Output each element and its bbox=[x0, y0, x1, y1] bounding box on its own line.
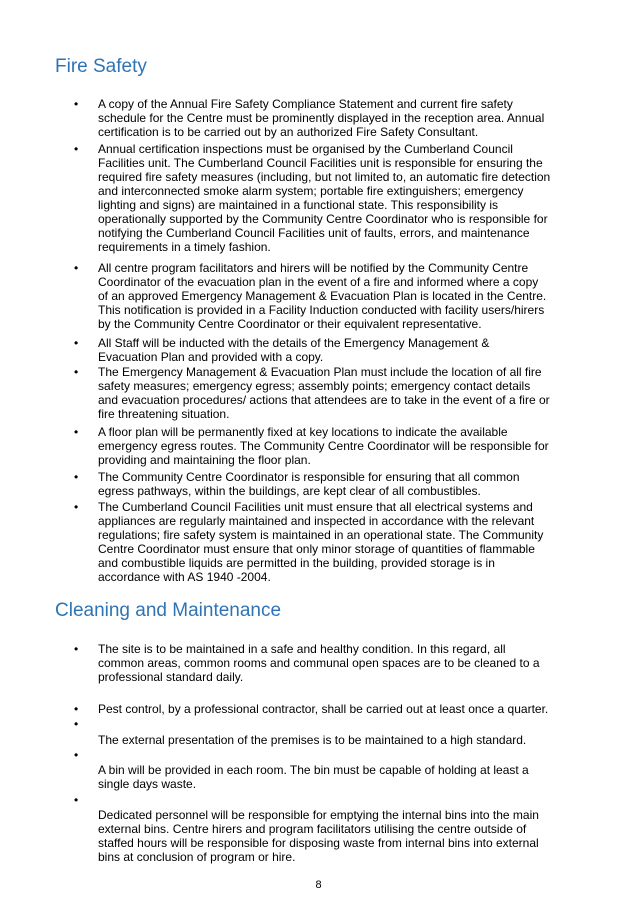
bullet-icon: • bbox=[74, 642, 79, 656]
list-item-text: All Staff will be inducted with the details of the Emergency Management & Evacuation Plan and provided with a copy. bbox=[98, 336, 490, 364]
list-item-text: A bin will be provided in each room. The bin must be capable of holding at least a single days waste. bbox=[98, 763, 529, 791]
bullet-icon: • bbox=[74, 97, 79, 111]
bullet-icon: • bbox=[74, 336, 79, 350]
bullet-icon: • bbox=[74, 702, 79, 716]
list-item-text: Pest control, by a professional contractor, shall be carried out at least once a quarter. bbox=[98, 702, 549, 716]
list-item-text: The Community Centre Coordinator is responsible for ensuring that all common egress pathways, within the buildings, are kept clear of all combustibles. bbox=[98, 470, 520, 498]
list-item-text: Annual certification inspections must be organised by the Cumberland Council Facilities unit. The Cumberland Council Facilities unit is responsible for ensuring the required fire safety measures (including, but not limited to, an automatic fire detection and interconnected smoke alarm system; portable fire extinguishers; emergency lighting and signs) are maintained in a functional state. This responsibility is operationally supported by the Community Centre Coordinator who is responsible for notifying the Cumberland Council Facilities unit of faults, errors, and maintenance requirements in a timely fashion. bbox=[98, 142, 551, 254]
list-item-text: The external presentation of the premises is to be maintained to a high standard. bbox=[98, 733, 527, 747]
list-item-text: The Emergency Management & Evacuation Plan must include the location of all fire safety measures; emergency egress; assembly points; emergency contact details and evacuation procedures/ actions that attendees are to take in the event of a fire or fire threatening situation. bbox=[98, 365, 550, 421]
bullet-icon: • bbox=[74, 470, 79, 484]
bullet-icon: • bbox=[74, 748, 79, 762]
section-heading-cleaning-maintenance: Cleaning and Maintenance bbox=[55, 600, 282, 621]
bullet-icon: • bbox=[74, 717, 79, 731]
list-item-text: Dedicated personnel will be responsible for emptying the internal bins into the main external bins. Centre hirers and program facilitators utilising the centre outside of staffed hours will be responsible for disposing waste from internal bins into external bins at conclusion of program or hire. bbox=[98, 808, 539, 864]
list-item-text: A floor plan will be permanently fixed at key locations to indicate the available emergency egress routes. The Community Centre Coordinator will be responsible for providing and maintaining the floor plan. bbox=[98, 425, 549, 467]
bullet-icon: • bbox=[74, 365, 79, 379]
bullet-icon: • bbox=[74, 500, 79, 514]
bullet-icon: • bbox=[74, 793, 79, 807]
list-item-text: All centre program facilitators and hirers will be notified by the Community Centre Coordinator of the evacuation plan in the event of a fire and informed where a copy of an approved Emergency Management & Evacuation Plan is located in the Centre. This notification is provided in a Facility Induction conducted with facility users/hirers by the Community Centre Coordinator or their equivalent representative. bbox=[98, 261, 547, 331]
list-item-text: The site is to be maintained in a safe and healthy condition. In this regard, all common areas, common rooms and communal open spaces are to be cleaned to a professional standard daily. bbox=[98, 642, 540, 684]
bullet-icon: • bbox=[74, 261, 79, 275]
list-item-text: A copy of the Annual Fire Safety Compliance Statement and current fire safety schedule for the Centre must be prominently displayed in the reception area. Annual certification is to be carried out by an authorized Fire Safety Consultant. bbox=[98, 97, 545, 139]
section-heading-fire-safety: Fire Safety bbox=[55, 56, 147, 77]
bullet-icon: • bbox=[74, 425, 79, 439]
list-item-text: The Cumberland Council Facilities unit must ensure that all electrical systems and appliances are regularly maintained and inspected in accordance with the relevant regulations; fire safety system is maintained in an operational state. The Community Centre Coordinator must ensure that only minor storage of quantities of flammable and combustible liquids are permitted in the building, provided storage is in accordance with AS 1940 -2004. bbox=[98, 500, 544, 584]
bullet-icon: • bbox=[74, 142, 79, 156]
page-number: 8 bbox=[315, 879, 322, 891]
